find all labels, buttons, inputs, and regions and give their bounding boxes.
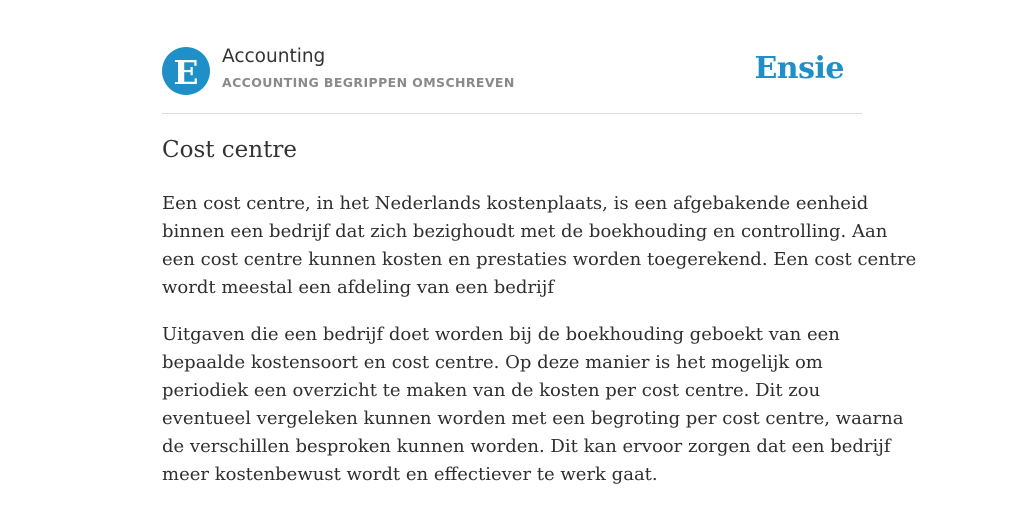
site-logo[interactable] xyxy=(162,47,210,95)
page-container xyxy=(162,0,917,485)
site-header xyxy=(162,0,862,114)
paragraph-line: meer kostenbewust wordt en effectiever te werk gaat. xyxy=(162,464,658,485)
paragraph-line: bepaalde kostensoort en cost centre. Op deze manier is het mogelijk om xyxy=(162,352,823,373)
paragraph-line: Uitgaven die een bedrijf doet worden bij de boekhouding geboekt van een xyxy=(162,324,840,345)
site-title-link[interactable]: Accounting xyxy=(222,46,326,67)
paragraph-line: eventueel vergeleken kunnen worden met een begroting per cost centre, waarna xyxy=(162,408,904,429)
paragraph-line: de verschillen besproken kunnen worden. Dit kan ervoor zorgen dat een bedrijf xyxy=(162,436,891,457)
article-paragraph-1 xyxy=(162,190,917,302)
logo-letter: E xyxy=(173,52,199,92)
paragraph-line: periodiek een overzicht te maken van de kosten per cost centre. Dit zou xyxy=(162,380,821,401)
paragraph-line: binnen een bedrijf dat zich bezighoudt met de boekhouding en controlling. Aan xyxy=(162,221,888,242)
brand-logo-link[interactable]: Ensie xyxy=(754,51,844,86)
paragraph-line: wordt meestal een afdeling van een bedrijf xyxy=(162,277,555,298)
paragraph-line: Een cost centre, in het Nederlands kostenplaats, is een afgebakende eenheid xyxy=(162,193,869,214)
article-paragraph-2 xyxy=(162,321,904,489)
paragraph-line: een cost centre kunnen kosten en prestaties worden toegerekend. Een cost centre xyxy=(162,249,917,270)
site-subtitle: ACCOUNTING BEGRIPPEN OMSCHREVEN xyxy=(222,75,515,90)
page-title: Cost centre xyxy=(162,137,297,163)
